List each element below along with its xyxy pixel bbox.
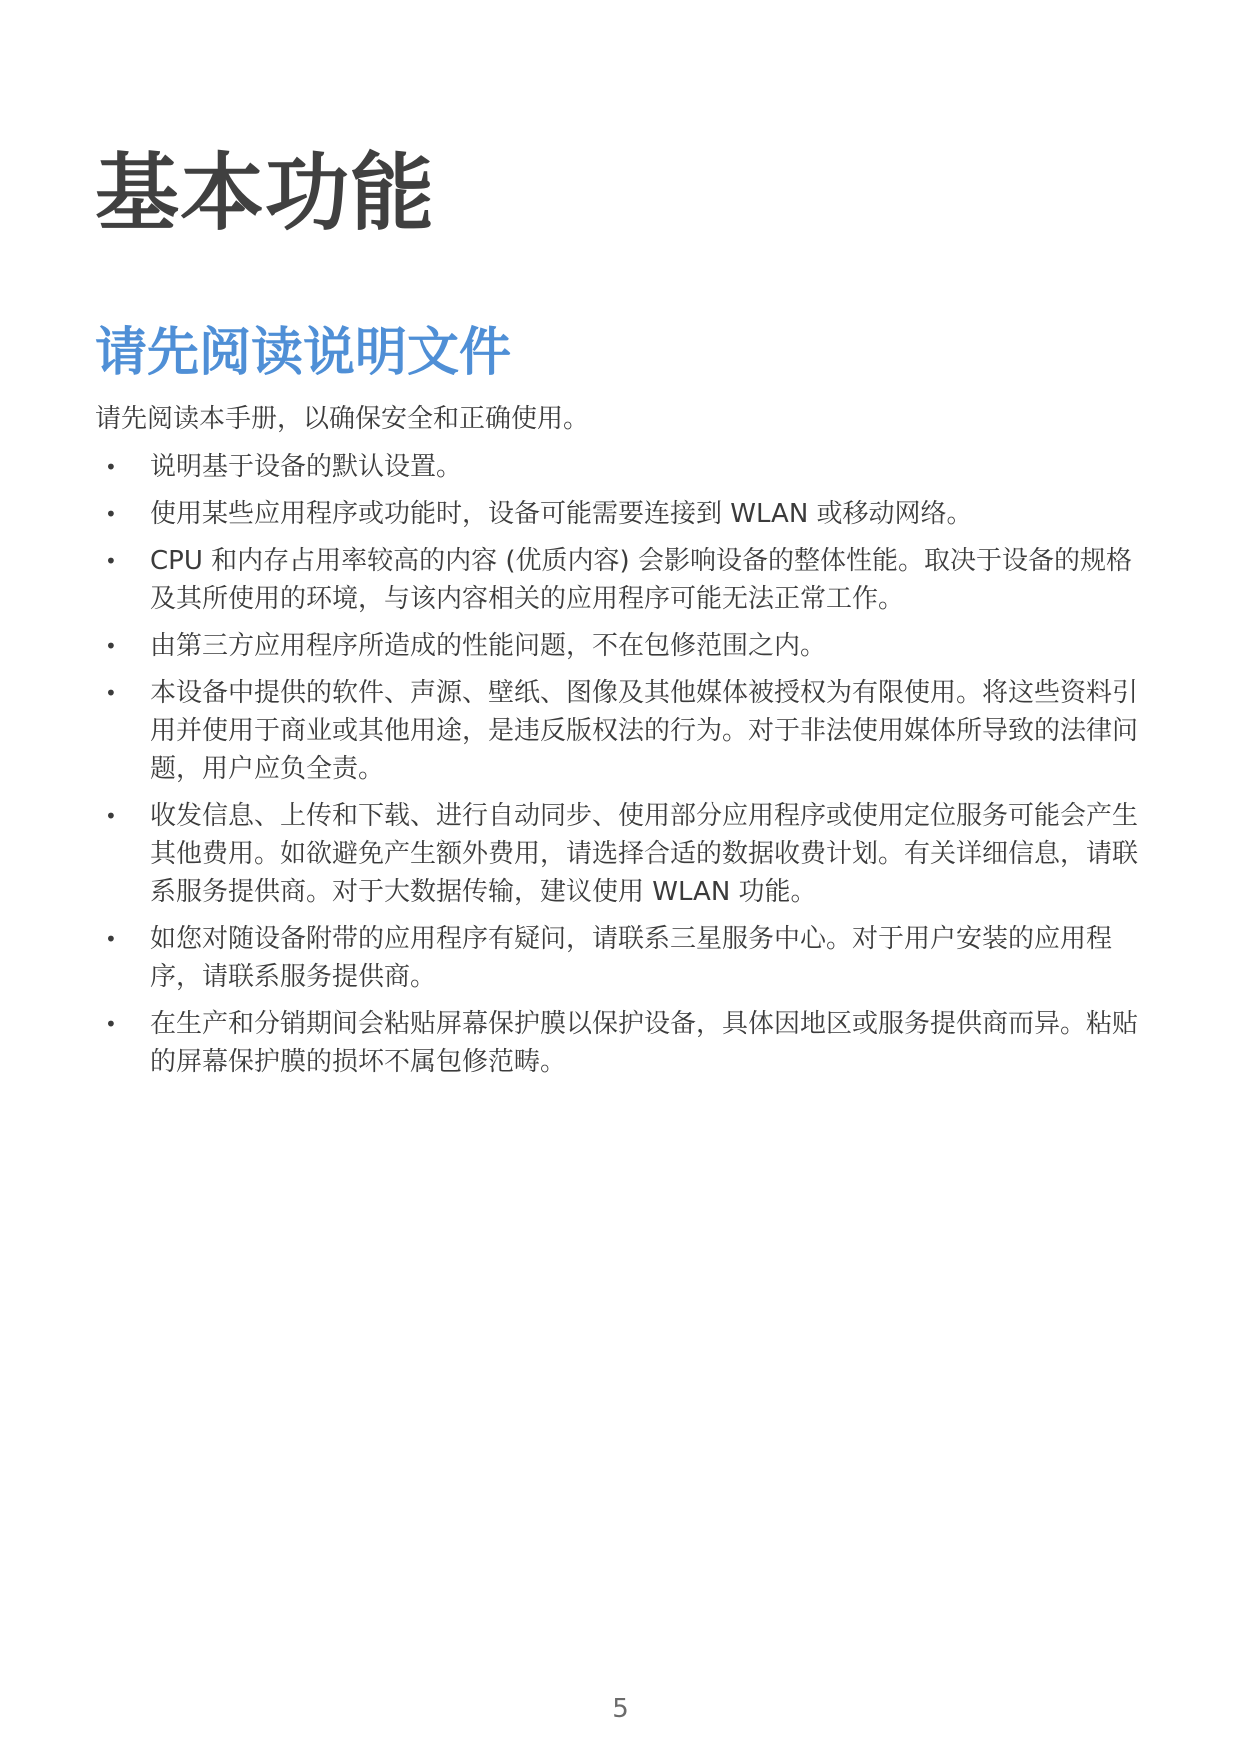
list-item: [95, 627, 1145, 665]
bullet-icon: •: [105, 502, 117, 526]
list-item-text: 说明基于设备的默认设置。: [150, 452, 463, 482]
list-item: [95, 448, 1145, 486]
notice-list: [95, 448, 1145, 1090]
bullet-icon: •: [105, 455, 117, 479]
list-item: [95, 920, 1145, 996]
bullet-icon: •: [105, 681, 117, 705]
list-item-text: 本设备中提供的软件、声源、壁纸、图像及其他媒体被授权为有限使用。将这些资料引用并使用于商业或其他用途，是违反版权法的行为。对于非法使用媒体所导致的法律问题，用户应负全责。: [150, 678, 1139, 784]
bullet-icon: •: [105, 927, 117, 951]
bullet-icon: •: [105, 1012, 117, 1036]
list-item-text: 收发信息、上传和下载、进行自动同步、使用部分应用程序或使用定位服务可能会产生其他费用。如欲避免产生额外费用，请选择合适的数据收费计划。有关详细信息，请联系服务提供商。对于大数据传输，建议使用 WLAN 功能。: [150, 801, 1139, 907]
bullet-icon: •: [105, 804, 117, 828]
list-item-text: 在生产和分销期间会粘贴屏幕保护膜以保护设备，具体因地区或服务提供商而异。粘贴的屏幕保护膜的损坏不属包修范畴。: [150, 1009, 1139, 1077]
list-item: [95, 674, 1145, 788]
page-title: 基本功能: [95, 144, 436, 242]
intro-text: 请先阅读本手册，以确保安全和正确使用。: [95, 404, 590, 434]
list-item: [95, 495, 1145, 533]
list-item-text: 使用某些应用程序或功能时，设备可能需要连接到 WLAN 或移动网络。: [150, 499, 973, 529]
list-item-text: 如您对随设备附带的应用程序有疑问，请联系三星服务中心。对于用户安装的应用程序，请联系服务提供商。: [150, 924, 1113, 992]
list-item-text: CPU 和内存占用率较高的内容 (优质内容) 会影响设备的整体性能。取决于设备的规格及其所使用的环境，与该内容相关的应用程序可能无法正常工作。: [150, 546, 1132, 614]
page-number: 5: [612, 1694, 629, 1724]
bullet-icon: •: [105, 634, 117, 658]
bullet-icon: •: [105, 549, 117, 573]
list-item: [95, 542, 1145, 618]
list-item: [95, 1005, 1145, 1081]
list-item-text: 由第三方应用程序所造成的性能问题，不在包修范围之内。: [150, 631, 827, 661]
section-heading: 请先阅读说明文件: [95, 323, 512, 383]
list-item: [95, 797, 1145, 911]
